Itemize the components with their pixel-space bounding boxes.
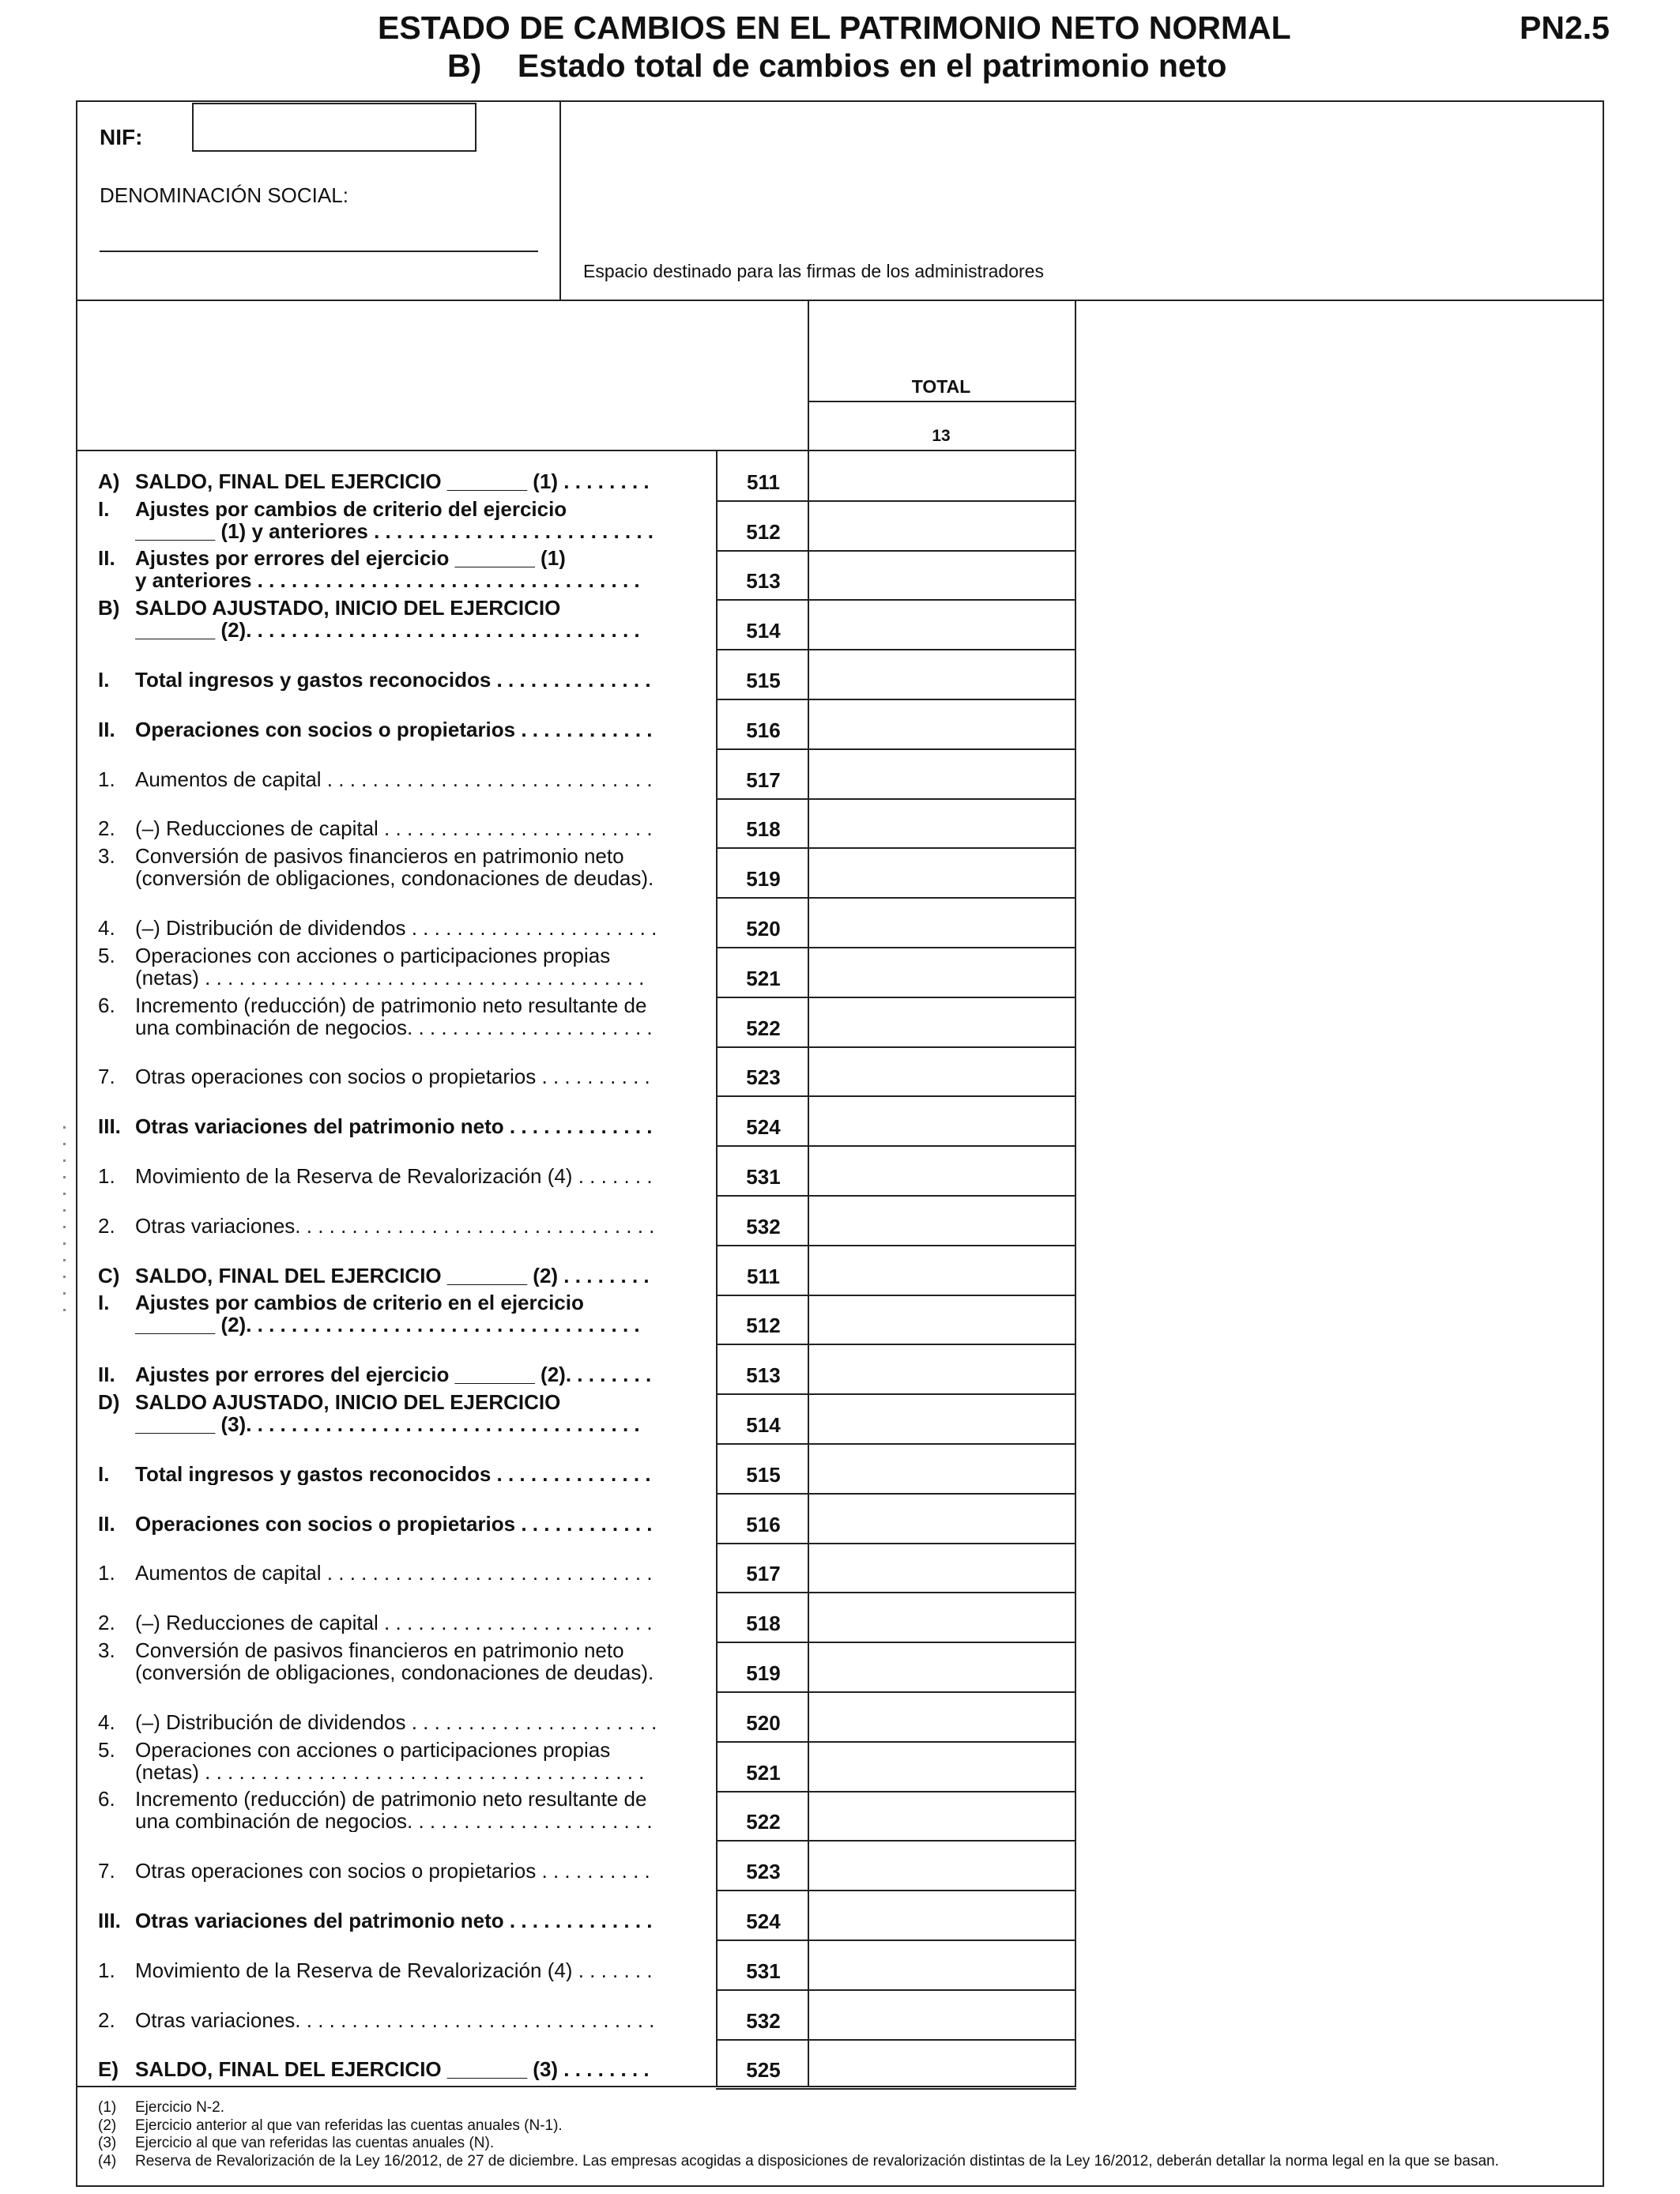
row-divider <box>716 2088 1076 2090</box>
row-description <box>135 1639 695 1683</box>
row-description <box>135 2009 695 2031</box>
row-prefix: A) <box>98 469 120 493</box>
row-label <box>98 1612 695 1634</box>
row-description-line: SALDO AJUSTADO, INICIO DEL EJERCICIO <box>135 1391 561 1413</box>
row-code: 516 <box>746 1512 781 1536</box>
row-code: 513 <box>746 569 781 594</box>
row-prefix: III. <box>98 1114 121 1139</box>
row-description <box>135 1711 695 1733</box>
row-description <box>135 1165 695 1187</box>
row-prefix: II. <box>98 1363 115 1387</box>
row-prefix: 3. <box>98 844 115 869</box>
row-description-line: Incremento (reducción) de patrimonio neto resultante de <box>135 993 647 1016</box>
row-label <box>98 470 695 492</box>
total-value-cell[interactable] <box>809 2041 1075 2087</box>
subtitle-text: Estado total de cambios en el patrimonio neto <box>517 47 1227 84</box>
row-label <box>98 1562 695 1584</box>
total-value-cell[interactable] <box>809 849 1075 895</box>
row-code: 519 <box>746 1661 781 1685</box>
column-header-total: TOTAL <box>911 376 971 397</box>
row-label <box>98 1363 695 1385</box>
row-description <box>135 1612 695 1634</box>
row-label <box>98 1165 695 1187</box>
total-value-cell[interactable] <box>809 1345 1075 1392</box>
row-description-line: Operaciones con acciones o participaciones propias <box>135 944 611 967</box>
row-code: 516 <box>746 718 781 742</box>
row-prefix: III. <box>98 1909 121 1932</box>
row-label <box>98 1391 695 1435</box>
row-prefix: 7. <box>98 1065 115 1089</box>
row-label <box>98 718 695 741</box>
row-description <box>135 1265 695 1287</box>
row-description <box>135 1463 695 1485</box>
total-value-cell[interactable] <box>809 552 1075 598</box>
row-description-line: Ajustes por cambios de criterio del ejercicio <box>135 497 567 520</box>
table-header-bottom <box>76 450 1076 451</box>
row-prefix: E) <box>98 2057 119 2082</box>
total-value-cell[interactable] <box>809 1991 1075 2038</box>
total-value-cell[interactable] <box>809 1593 1075 1640</box>
row-code: 511 <box>747 1264 780 1288</box>
row-prefix: 4. <box>98 1710 115 1734</box>
row-prefix: 2. <box>98 1611 115 1635</box>
form-subtitle <box>447 47 1226 85</box>
total-value-cell[interactable] <box>809 1197 1075 1243</box>
row-description <box>135 1391 695 1435</box>
row-prefix: 1. <box>98 1164 115 1188</box>
row-description <box>135 817 695 839</box>
row-description <box>135 2058 695 2080</box>
row-code: 512 <box>746 519 781 544</box>
footnote-number: (3) <box>98 2135 117 2151</box>
row-description-line: Otras operaciones con socios o propietarios . . . . . . . . . . <box>135 1860 650 1883</box>
row-description-line: Otras operaciones con socios o propietarios . . . . . . . . . . <box>135 1065 650 1088</box>
row-description <box>135 1959 695 1981</box>
row-description-line: _______ (2). . . . . . . . . . . . . . . . . . . . . . . . . . . . . . . . . . . <box>135 1314 640 1336</box>
footnote-text: Ejercicio N-2. <box>135 2099 224 2116</box>
footnote-text: Ejercicio anterior al que van referidas las cuentas anuales (N-1). <box>135 2117 563 2134</box>
row-description-line: _______ (2). . . . . . . . . . . . . . . . . . . . . . . . . . . . . . . . . . . <box>135 619 640 642</box>
row-description-line: Conversión de pasivos financieros en patrimonio neto <box>135 845 624 868</box>
footnote-number: (1) <box>98 2099 117 2116</box>
header-divider <box>76 300 1604 301</box>
row-prefix: 6. <box>98 993 115 1017</box>
row-description-line: (conversión de obligaciones, condonaciones de deudas). <box>135 1661 654 1683</box>
row-label <box>98 944 695 989</box>
row-prefix: 5. <box>98 943 115 967</box>
row-code: 513 <box>746 1363 781 1388</box>
row-description-line: _______ (3). . . . . . . . . . . . . . . . . . . . . . . . . . . . . . . . . . . <box>135 1413 640 1435</box>
row-label <box>98 547 695 591</box>
row-label <box>98 1909 695 1932</box>
row-description-line: y anteriores . . . . . . . . . . . . . . . . . . . . . . . . . . . . . . . . . . <box>135 569 640 592</box>
row-code: 531 <box>746 1958 781 1983</box>
total-value-cell[interactable] <box>809 1643 1075 1690</box>
row-description <box>135 994 695 1039</box>
row-label <box>98 1291 695 1336</box>
row-label <box>98 1639 695 1683</box>
row-description <box>135 547 695 591</box>
total-value-cell[interactable] <box>809 1246 1075 1293</box>
row-code: 524 <box>746 1909 781 1933</box>
row-description-line: (conversión de obligaciones, condonaciones de deudas). <box>135 867 654 890</box>
row-prefix: 3. <box>98 1638 115 1662</box>
row-prefix: 1. <box>98 1561 115 1585</box>
total-value-cell[interactable] <box>809 1891 1075 1938</box>
total-value-cell[interactable] <box>809 452 1075 499</box>
row-prefix: II. <box>98 1511 115 1536</box>
row-code: 521 <box>746 966 781 990</box>
row-description-line: _______ (1) y anteriores . . . . . . . . . . . . . . . . . . . . . . . . . <box>135 519 654 542</box>
row-description-line: Ajustes por errores del ejercicio _______ (2). . . . . . . . <box>135 1363 652 1386</box>
row-description-line: Aumentos de capital . . . . . . . . . . . . . . . . . . . . . . . . . . . . . <box>135 767 653 790</box>
row-label <box>98 994 695 1039</box>
total-value-cell[interactable] <box>809 1842 1075 1888</box>
row-code: 512 <box>746 1314 781 1338</box>
row-code: 515 <box>746 669 781 692</box>
row-description <box>135 718 695 741</box>
nif-label: NIF: <box>100 125 143 149</box>
row-description-line: Otras variaciones del patrimonio neto . . . . . . . . . . . . . <box>135 1115 653 1138</box>
row-description <box>135 1115 695 1137</box>
row-description-line: Movimiento de la Reserva de Revalorización (4) . . . . . . . <box>135 1165 653 1187</box>
footnote-number: (4) <box>98 2152 117 2169</box>
row-code: 514 <box>746 619 781 643</box>
row-prefix: 4. <box>98 916 115 940</box>
row-description-line: (–) Reducciones de capital . . . . . . . . . . . . . . . . . . . . . . . . <box>135 817 653 840</box>
row-description <box>135 470 695 492</box>
total-value-cell[interactable] <box>809 948 1075 995</box>
column-number: 13 <box>932 427 951 445</box>
total-value-cell[interactable] <box>809 750 1075 797</box>
row-code: 521 <box>746 1760 781 1785</box>
row-description-line: (–) Distribución de dividendos . . . . . . . . . . . . . . . . . . . . . . <box>135 917 657 939</box>
row-label <box>98 1513 695 1535</box>
total-value-cell[interactable] <box>809 1048 1075 1095</box>
row-code: 532 <box>746 1214 781 1238</box>
total-value-cell[interactable] <box>809 601 1075 647</box>
row-code: 520 <box>746 917 781 941</box>
total-value-cell[interactable] <box>809 998 1075 1045</box>
total-value-cell[interactable] <box>809 1743 1075 1789</box>
row-prefix: 2. <box>98 2007 115 2032</box>
row-description-line: una combinación de negocios. . . . . . . . . . . . . . . . . . . . . . <box>135 1810 653 1833</box>
total-value-cell[interactable] <box>809 1693 1075 1740</box>
row-prefix: 1. <box>98 767 115 791</box>
row-prefix: I. <box>98 1461 110 1486</box>
row-description <box>135 1513 695 1535</box>
row-description-line: Conversión de pasivos financieros en patrimonio neto <box>135 1639 624 1661</box>
row-description-line: SALDO, FINAL DEL EJERCICIO _______ (1) . . . . . . . . <box>135 469 650 492</box>
row-description <box>135 845 695 889</box>
row-description <box>135 944 695 989</box>
row-description-line: (netas) . . . . . . . . . . . . . . . . . . . . . . . . . . . . . . . . . . . . . . . <box>135 1760 645 1783</box>
row-label <box>98 1065 695 1088</box>
row-description <box>135 768 695 790</box>
row-code: 522 <box>746 1016 781 1040</box>
row-label <box>98 1711 695 1733</box>
total-value-cell[interactable] <box>809 502 1075 548</box>
total-value-cell[interactable] <box>809 1495 1075 1541</box>
total-value-cell[interactable] <box>809 1296 1075 1343</box>
row-code: 518 <box>746 1612 781 1636</box>
row-description <box>135 917 695 939</box>
subtitle-letter: B) <box>447 47 482 84</box>
row-description <box>135 1065 695 1088</box>
row-description-line: (–) Reducciones de capital . . . . . . . . . . . . . . . . . . . . . . . . <box>135 1612 653 1634</box>
row-description <box>135 1291 695 1336</box>
row-code: 514 <box>746 1413 781 1437</box>
row-prefix: 6. <box>98 1787 115 1811</box>
denominacion-label: DENOMINACIÓN SOCIAL: <box>100 183 348 207</box>
row-code: 520 <box>746 1710 781 1735</box>
form-title-text: ESTADO DE CAMBIOS EN EL PATRIMONIO NETO NORMAL <box>378 9 1291 46</box>
row-label <box>98 498 695 542</box>
row-label <box>98 1788 695 1832</box>
row-prefix: 2. <box>98 816 115 841</box>
total-value-cell[interactable] <box>809 650 1075 697</box>
denominacion-field[interactable] <box>100 251 538 252</box>
row-code: 525 <box>746 2058 781 2083</box>
row-description-line: SALDO AJUSTADO, INICIO DEL EJERCICIO <box>135 597 561 620</box>
row-description <box>135 1909 695 1932</box>
row-label <box>98 1959 695 1981</box>
row-code: 532 <box>746 2008 781 2033</box>
row-label <box>98 1739 695 1783</box>
row-description-line: Total ingresos y gastos reconocidos . . . . . . . . . . . . . . <box>135 1462 651 1485</box>
row-label <box>98 1463 695 1485</box>
row-prefix: B) <box>98 596 120 620</box>
row-description <box>135 1562 695 1584</box>
row-prefix: II. <box>98 717 115 741</box>
row-prefix: I. <box>98 1291 110 1315</box>
total-value-cell[interactable] <box>809 1097 1075 1144</box>
row-label <box>98 1265 695 1287</box>
row-description-line: Operaciones con socios o propietarios . . . . . . . . . . . . <box>135 1512 653 1535</box>
row-description <box>135 1788 695 1832</box>
row-prefix: I. <box>98 496 110 521</box>
row-prefix: 7. <box>98 1859 115 1883</box>
row-label <box>98 2058 695 2080</box>
row-code: 515 <box>746 1462 781 1487</box>
row-prefix: C) <box>98 1263 120 1287</box>
row-prefix: II. <box>98 546 115 571</box>
total-header-divider <box>808 401 1076 402</box>
total-value-cell[interactable] <box>809 700 1075 747</box>
footnote-text: Reserva de Revalorización de la Ley 16/2012, de 27 de diciembre. Las empresas acogidas a disposiciones de revalorización distintas de la Ley 16/2012, deberán detallar la norma legal en la que se basan. <box>135 2152 1499 2169</box>
row-description-line: Otras variaciones del patrimonio neto . . . . . . . . . . . . . <box>135 1909 653 1932</box>
row-code: 511 <box>747 469 780 494</box>
row-label <box>98 1215 695 1237</box>
row-description-line: SALDO, FINAL DEL EJERCICIO _______ (2) . . . . . . . . <box>135 1264 650 1287</box>
footnote-number: (2) <box>98 2117 117 2134</box>
row-description-line: (netas) . . . . . . . . . . . . . . . . . . . . . . . . . . . . . . . . . . . . . . . <box>135 966 645 989</box>
row-prefix: D) <box>98 1390 120 1414</box>
row-description-line: Movimiento de la Reserva de Revalorización (4) . . . . . . . <box>135 1958 653 1981</box>
row-description-line: Incremento (reducción) de patrimonio neto resultante de <box>135 1788 647 1811</box>
row-description-line: Ajustes por cambios de criterio en el ejercicio <box>135 1291 584 1314</box>
form-code: PN2.5 <box>1520 9 1610 46</box>
row-prefix: 2. <box>98 1213 115 1238</box>
row-label <box>98 845 695 889</box>
row-description-line: Operaciones con socios o propietarios . . . . . . . . . . . . <box>135 718 653 741</box>
row-description-line: SALDO, FINAL DEL EJERCICIO _______ (3) . . . . . . . . <box>135 2058 650 2081</box>
row-description <box>135 1215 695 1237</box>
code-column-border <box>716 450 718 2087</box>
row-label <box>98 669 695 691</box>
row-prefix: I. <box>98 668 110 692</box>
row-description <box>135 1860 695 1882</box>
row-label <box>98 1115 695 1137</box>
row-description <box>135 498 695 542</box>
signature-divider <box>559 100 561 300</box>
signature-area-label: Espacio destinado para las firmas de los administradores <box>583 261 1044 281</box>
row-label <box>98 2009 695 2031</box>
row-label <box>98 1860 695 1882</box>
row-label <box>98 597 695 641</box>
margin-marks <box>63 1126 68 1340</box>
row-description-line: Ajustes por errores del ejercicio _______ (1) <box>135 547 566 570</box>
row-label <box>98 917 695 939</box>
nif-field[interactable] <box>192 103 477 152</box>
row-code: 518 <box>746 817 781 842</box>
total-value-cell[interactable] <box>809 1941 1075 1988</box>
row-prefix: 1. <box>98 1958 115 1982</box>
row-code: 524 <box>746 1115 781 1140</box>
total-value-cell[interactable] <box>809 1544 1075 1591</box>
row-description-line: Operaciones con acciones o participaciones propias <box>135 1738 611 1761</box>
row-code: 531 <box>746 1165 781 1189</box>
row-code: 519 <box>746 867 781 892</box>
row-code: 522 <box>746 1810 781 1834</box>
row-label <box>98 768 695 790</box>
total-value-cell[interactable] <box>809 1793 1075 1839</box>
total-value-cell[interactable] <box>809 1395 1075 1442</box>
row-description-line: Total ingresos y gastos reconocidos . . . . . . . . . . . . . . <box>135 669 651 691</box>
total-column-right-border <box>1075 300 1076 2087</box>
row-description-line: (–) Distribución de dividendos . . . . . . . . . . . . . . . . . . . . . . <box>135 1710 657 1733</box>
total-value-cell[interactable] <box>809 1445 1075 1491</box>
row-description <box>135 1363 695 1385</box>
row-description-line: Otras variaciones. . . . . . . . . . . . . . . . . . . . . . . . . . . . . . . . <box>135 1214 655 1237</box>
row-prefix: 5. <box>98 1737 115 1762</box>
row-description-line: Otras variaciones. . . . . . . . . . . . . . . . . . . . . . . . . . . . . . . . <box>135 2008 655 2031</box>
row-description <box>135 669 695 691</box>
total-value-cell[interactable] <box>809 800 1075 846</box>
footnote-text: Ejercicio al que van referidas las cuentas anuales (N). <box>135 2135 495 2151</box>
row-description <box>135 597 695 641</box>
row-code: 523 <box>746 1860 781 1884</box>
row-description-line: una combinación de negocios. . . . . . . . . . . . . . . . . . . . . . <box>135 1016 653 1039</box>
row-code: 523 <box>746 1065 781 1090</box>
row-label <box>98 817 695 839</box>
total-value-cell[interactable] <box>809 899 1075 945</box>
row-description <box>135 1739 695 1783</box>
table-bottom <box>76 2086 1076 2087</box>
row-code: 517 <box>746 1562 781 1586</box>
row-description-line: Aumentos de capital . . . . . . . . . . . . . . . . . . . . . . . . . . . . . <box>135 1562 653 1585</box>
row-code: 517 <box>746 767 781 792</box>
total-value-cell[interactable] <box>809 1147 1075 1193</box>
